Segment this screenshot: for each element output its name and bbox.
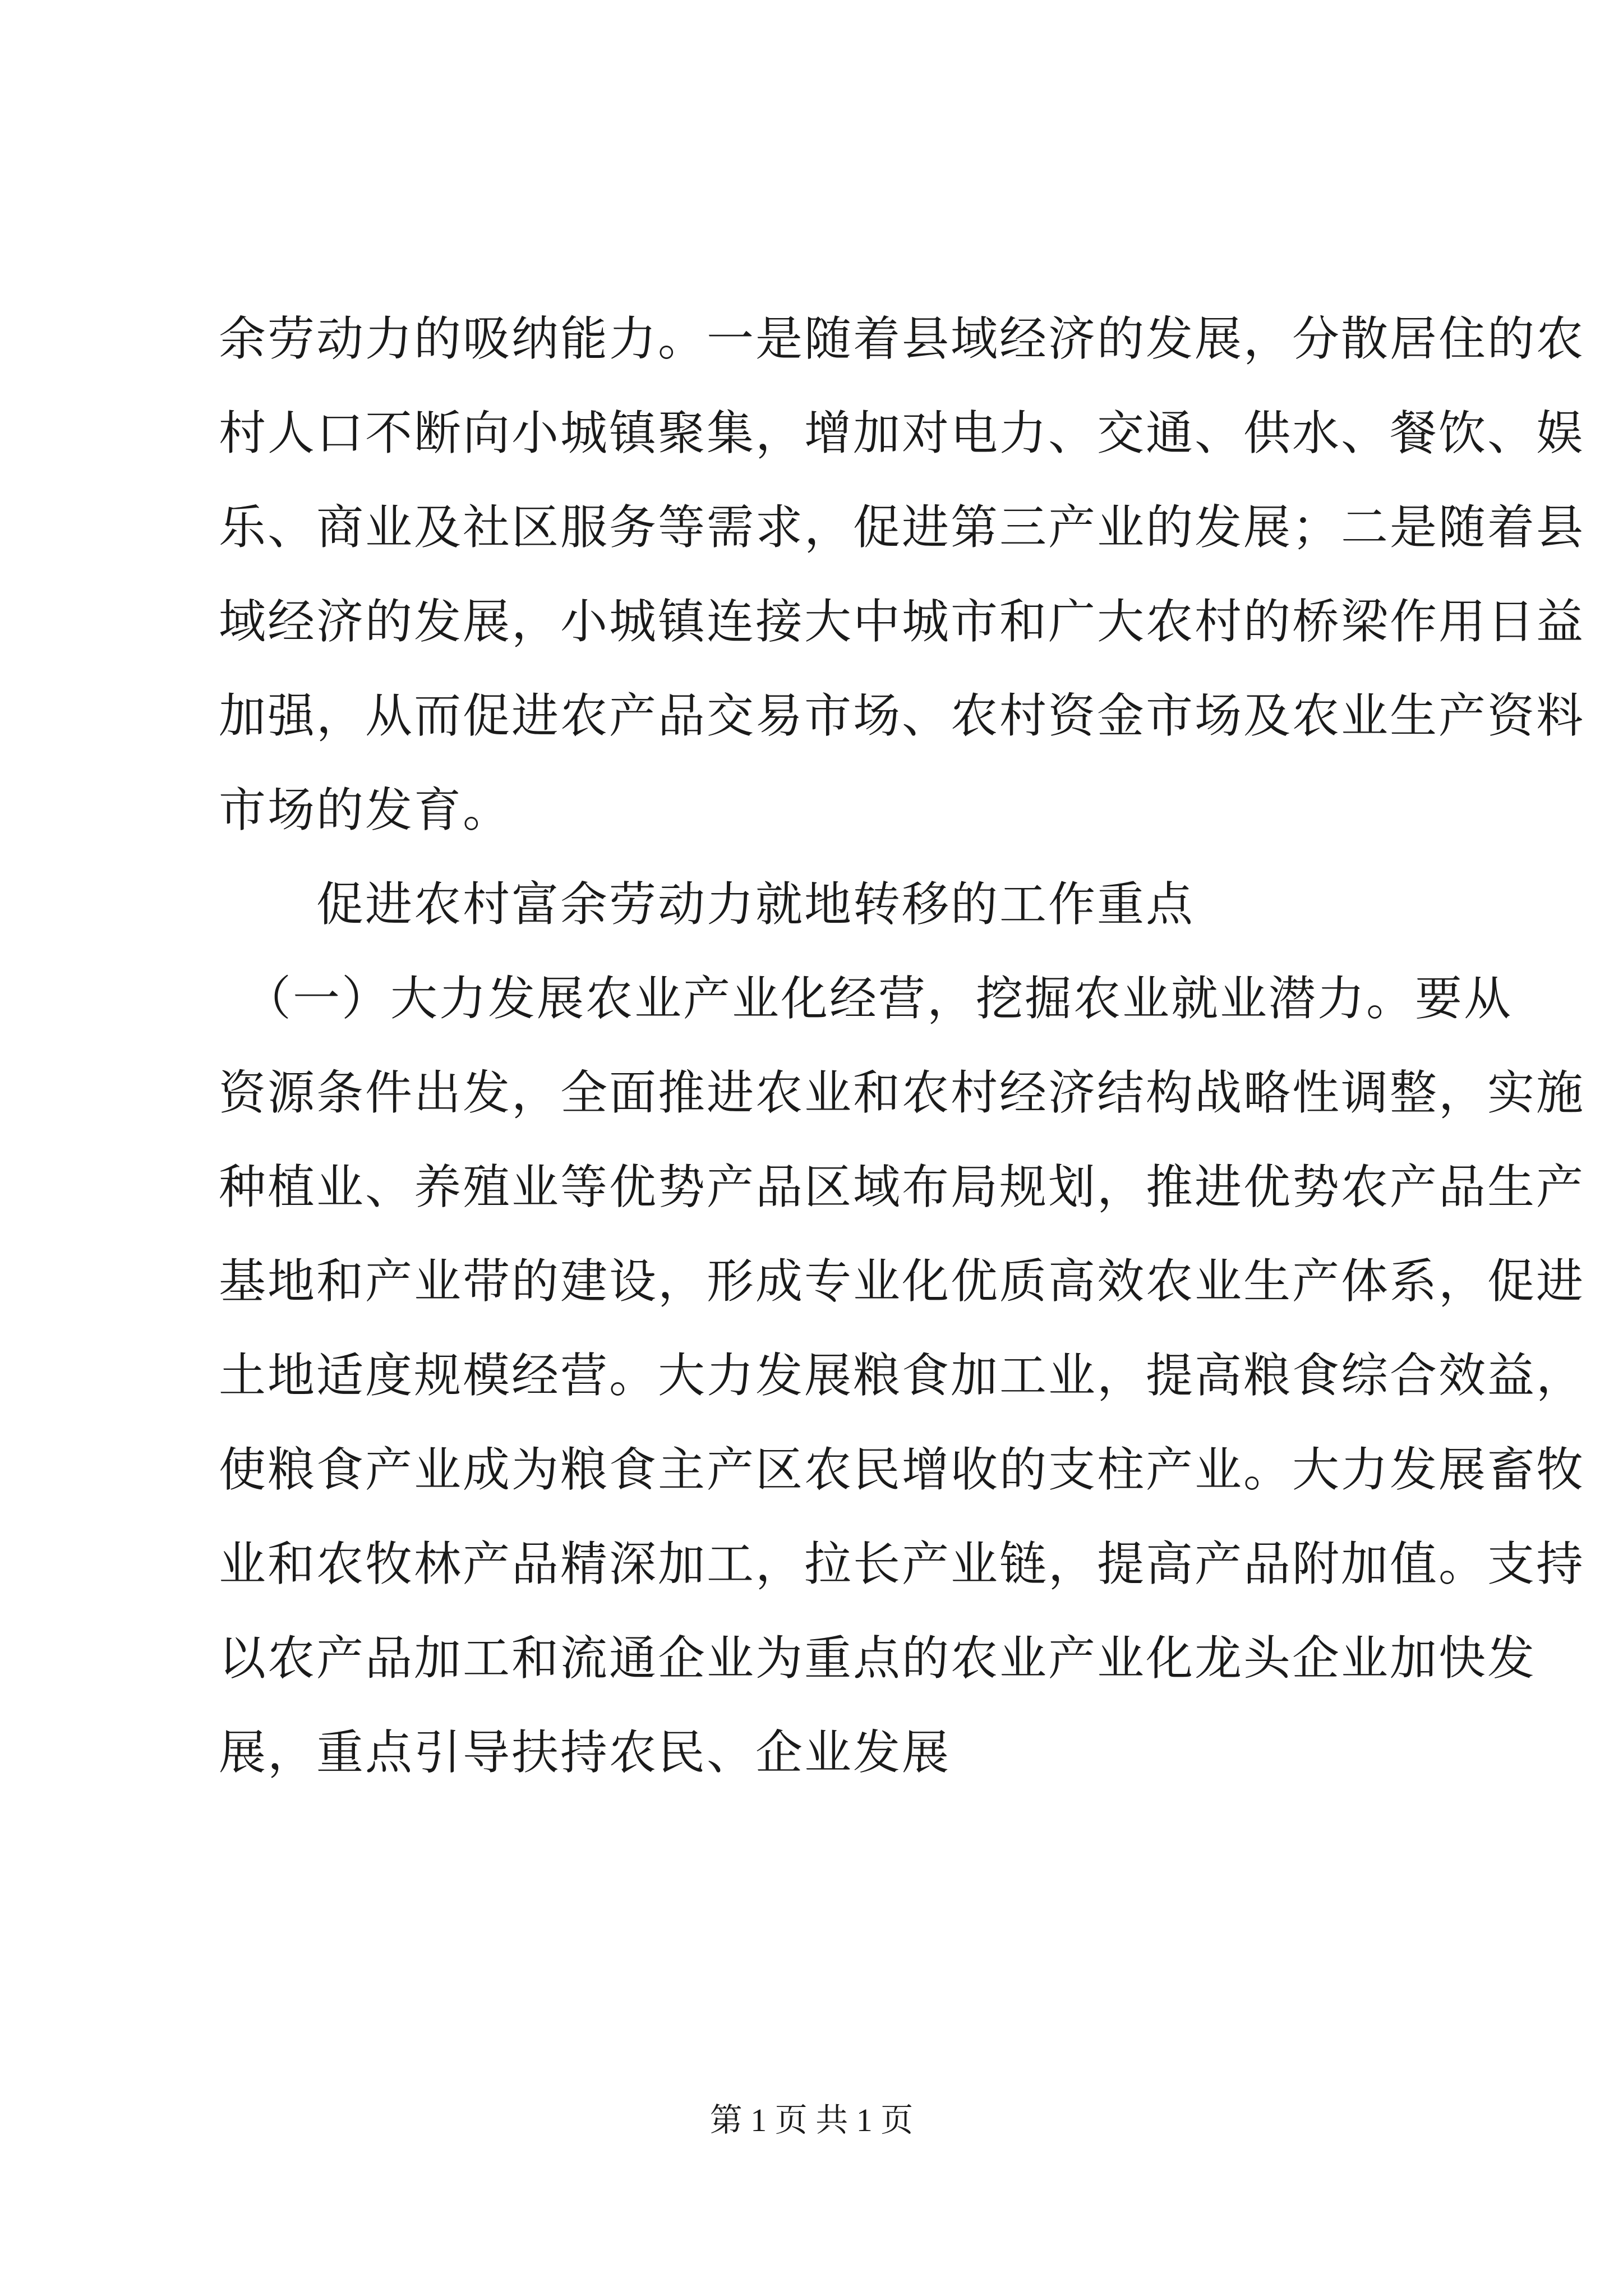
page-number: 第 1 页 共 1 页 — [709, 2102, 914, 2138]
text-line: 使粮食产业成为粮食主产区农民增收的支柱产业。大力发展畜牧 — [219, 1442, 1585, 1497]
text-line: 加强，从而促进农产品交易市场、农村资金市场及农业生产资料 — [219, 688, 1585, 743]
text-line: 土地适度规模经营。大力发展粮食加工业，提高粮食综合效益， — [219, 1348, 1585, 1403]
body-text — [219, 292, 1585, 1800]
text-line: （一）大力发展农业产业化经营，挖掘农业就业潜力。要从 — [219, 971, 1513, 1026]
text-line: 村人口不断向小城镇聚集，增加对电力、交通、供水、餐饮、娱 — [219, 406, 1585, 461]
text-line: 种植业、养殖业等优势产品区域布局规划，推进优势农产品生产 — [219, 1159, 1585, 1214]
section-heading: 促进农村富余劳动力就地转移的工作重点 — [219, 877, 1195, 932]
page-footer — [0, 2098, 1623, 2143]
text-line: 基地和产业带的建设，形成专业化优质高效农业生产体系，促进 — [219, 1254, 1585, 1309]
text-line: 资源条件出发，全面推进农业和农村经济结构战略性调整，实施 — [219, 1065, 1585, 1120]
text-line: 展，重点引导扶持农民、企业发展 — [219, 1725, 951, 1780]
text-line: 乐、商业及社区服务等需求，促进第三产业的发展；二是随着县 — [219, 500, 1585, 555]
text-line: 以农产品加工和流通企业为重点的农业产业化龙头企业加快发 — [219, 1631, 1537, 1686]
text-line: 余劳动力的吸纳能力。一是随着县域经济的发展，分散居住的农 — [219, 311, 1585, 366]
text-line: 业和农牧林产品精深加工，拉长产业链，提高产品附加值。支持 — [219, 1536, 1585, 1591]
text-line: 市场的发育。 — [219, 783, 512, 838]
text-line: 域经济的发展，小城镇连接大中城市和广大农村的桥梁作用日益 — [219, 594, 1585, 649]
